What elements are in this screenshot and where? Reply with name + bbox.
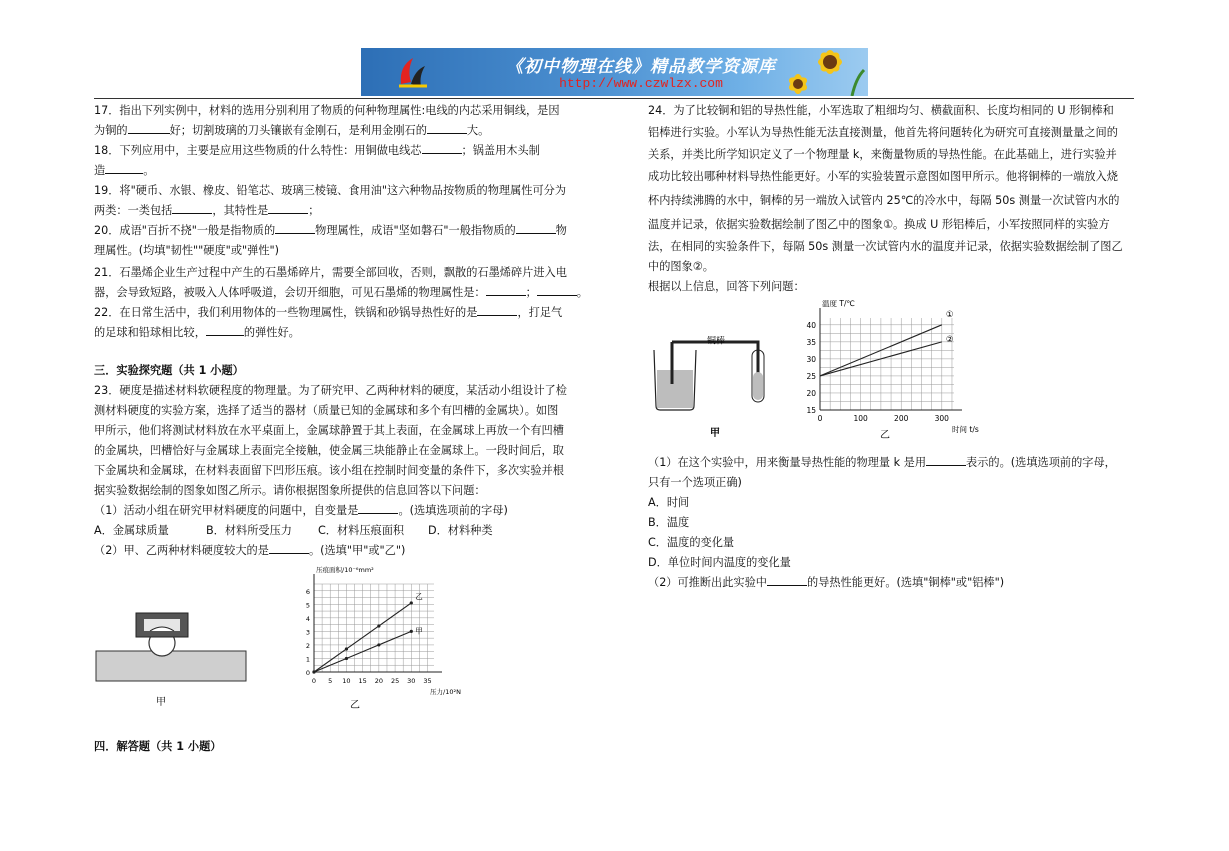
section-4-heading: 四．解答题（共 1 小题） bbox=[94, 740, 222, 753]
question-24-line6: 温度并记录，依据实验数据绘制了图乙中的图象①。换成 U 形铝棒后，小军按照同样的实验方 bbox=[648, 218, 1110, 231]
answer-blank[interactable] bbox=[172, 203, 212, 214]
question-23-line6: 据实验数据绘制的图象如图乙所示。请你根据图象所提供的信息回答以下问题： bbox=[94, 484, 486, 497]
figure-label-jia: 甲 bbox=[156, 697, 166, 708]
question-24-line2: 铝棒进行实验。小军认为导热性能无法直接测量，他首先将问题转化为研究可直接测量量之间的 bbox=[648, 126, 1118, 139]
y-tick-label: 3 bbox=[305, 628, 310, 637]
question-21-line2: 器，会导致短路，被吸入人体呼吸道，会切开细胞，可见石墨烯的物理属性是： ； 。 bbox=[94, 286, 588, 299]
figure-label-yi: 乙 bbox=[350, 700, 360, 711]
question-24-line4: 成功比较出哪种材料导热性能更好。小军的实验装置示意图如图甲所示。他将铜棒的一端放入烧 bbox=[648, 170, 1118, 183]
answer-blank[interactable] bbox=[358, 503, 398, 514]
y-tick-label: 5 bbox=[305, 601, 310, 610]
y-tick-label: 30 bbox=[806, 354, 816, 364]
x-tick-label: 100 bbox=[853, 414, 868, 423]
question-24-line5: 杯内持续沸腾的水中，铜棒的另一端放入试管内 25℃的冷水中，每隔 50s 测量一次试管内水的 bbox=[648, 194, 1120, 207]
data-point bbox=[345, 647, 348, 650]
y-tick-label: 6 bbox=[305, 587, 310, 596]
option-a[interactable]: A．时间 bbox=[648, 496, 690, 509]
question-20-line2: 理属性。(均填"韧性""硬度"或"弹性") bbox=[94, 244, 280, 257]
option-b[interactable]: B．材料所受压力 bbox=[206, 524, 292, 537]
x-tick-label: 25 bbox=[390, 677, 400, 685]
banner-url: http://www.czwlzx.com bbox=[559, 76, 723, 91]
logo-icon bbox=[393, 52, 433, 92]
y-tick-label: 2 bbox=[305, 641, 310, 650]
x-tick-label: 35 bbox=[423, 677, 432, 685]
question-23-line4: 的金属块，凹槽恰好与金属球上表面完全接触，使金属三块能静止在金属球上。一段时间后，取 bbox=[94, 444, 564, 457]
header-rule bbox=[94, 98, 1134, 99]
hardness-chart bbox=[290, 562, 490, 714]
x-tick-label: 200 bbox=[894, 414, 909, 423]
beaker-apparatus-figure bbox=[648, 336, 778, 442]
option-d[interactable]: D．单位时间内温度的变化量 bbox=[648, 556, 791, 569]
question-23-line5: 下金属块和金属球，在材料表面留下凹形压痕。该小组在控制时间变量的条件下，多次实验并根 bbox=[94, 464, 564, 477]
x-tick-label: 300 bbox=[934, 414, 949, 423]
question-24-part1-line2: 只有一个选项正确) bbox=[648, 476, 742, 489]
data-point bbox=[410, 601, 413, 604]
series-label: 甲 bbox=[415, 626, 423, 636]
y-tick-label: 15 bbox=[806, 406, 816, 415]
test-material bbox=[96, 651, 246, 681]
option-b[interactable]: B．温度 bbox=[648, 516, 690, 529]
y-tick-label: 0 bbox=[305, 669, 310, 677]
y-axis-label: 温度 T/℃ bbox=[822, 300, 855, 308]
option-a[interactable]: A．金属球质量 bbox=[94, 524, 169, 537]
option-c[interactable]: C．温度的变化量 bbox=[648, 536, 735, 549]
boiling-water bbox=[657, 370, 693, 408]
data-point bbox=[312, 670, 315, 673]
header-banner bbox=[361, 48, 868, 96]
y-tick-label: 1 bbox=[305, 655, 310, 664]
answer-blank[interactable] bbox=[128, 123, 170, 134]
question-24-line3: 关系，并类比所学知识定义了一个物理量 k，来衡量物质的导热性能。在此基础上，进行实验并 bbox=[648, 148, 1117, 161]
series-label: ② bbox=[945, 334, 954, 345]
answer-blank[interactable] bbox=[537, 285, 577, 296]
question-22-line2: 的足球和铅球相比较， 的弹性好。 bbox=[94, 326, 300, 339]
question-18-line2: 造 。 bbox=[94, 164, 155, 177]
question-24-line1: 24．为了比较铜和铝的导热性能，小军选取了粗细均匀、横截面积、长度均相同的 U 形铜棒和 bbox=[648, 104, 1114, 117]
y-tick-label: 20 bbox=[806, 388, 816, 398]
question-19-line2: 两类：一类包括 ，其特性是 ； bbox=[94, 204, 320, 217]
answer-blank[interactable] bbox=[275, 223, 315, 234]
question-24-line7: 法，在相同的实验条件下，每隔 50s 测量一次试管内水的温度并记录，依据实验数据绘制了图乙 bbox=[648, 240, 1123, 253]
x-tick-label: 0 bbox=[817, 414, 823, 423]
question-23-part1: （1）活动小组在研究甲材料硬度的问题中，自变量是 。(选填选项前的字母) bbox=[94, 504, 508, 517]
y-tick-label: 35 bbox=[806, 337, 816, 347]
question-22: 22．在日常生活中，我们利用物体的一些物理属性，铁锅和砂锅导热性好的是 ，打足气 bbox=[94, 306, 563, 319]
y-tick-label: 25 bbox=[806, 371, 816, 381]
option-d[interactable]: D．材料种类 bbox=[428, 524, 493, 537]
answer-blank[interactable] bbox=[105, 163, 143, 174]
x-tick-label: 30 bbox=[407, 677, 416, 685]
answer-blank[interactable] bbox=[516, 223, 556, 234]
series-label: ① bbox=[945, 309, 954, 320]
question-20: 20．成语"百折不挠"一般是指物质的 物理属性，成语"坚如磐石"一般指物质的 物 bbox=[94, 224, 567, 237]
x-axis-label: 时间 t/s bbox=[952, 425, 979, 434]
question-18: 18．下列应用中，主要是应用这些物质的什么特性：用铜做电线芯 ；锅盖用木头制 bbox=[94, 144, 540, 157]
data-point bbox=[377, 624, 380, 627]
rod-label: 铜棒 bbox=[706, 336, 726, 347]
question-24-line8: 中的图象②。 bbox=[648, 260, 714, 273]
answer-blank[interactable] bbox=[926, 455, 966, 466]
option-c[interactable]: C．材料压痕面积 bbox=[318, 524, 405, 537]
x-tick-label: 15 bbox=[358, 677, 367, 685]
sunflower-icon bbox=[772, 48, 868, 96]
question-24-part1: （1）在这个实验中，用来衡量导热性能的物理量 k 是用 表示的。(选填选项前的字母， bbox=[648, 456, 1116, 469]
answer-blank[interactable] bbox=[268, 203, 308, 214]
data-point bbox=[377, 643, 380, 646]
y-tick-label: 40 bbox=[806, 320, 816, 330]
question-23-line2: 测材料硬度的实验方案，选择了适当的器材（质量已知的金属球和多个有凹槽的金属块）。如图 bbox=[94, 404, 559, 417]
answer-blank[interactable] bbox=[486, 285, 526, 296]
figure-label-jia: 甲 bbox=[710, 428, 720, 439]
hardness-apparatus-figure bbox=[94, 605, 254, 713]
question-17-line2: 为铜的 好；切割玻璃的刀头镶嵌有金刚石，是利用金刚石的 大。 bbox=[94, 124, 490, 137]
x-tick-label: 10 bbox=[342, 677, 351, 685]
question-24-info: 根据以上信息，回答下列问题： bbox=[648, 280, 805, 293]
question-24-part2: （2）可推断出此实验中 的导热性能更好。(选填"铜棒"或"铝棒") bbox=[648, 576, 1005, 589]
answer-blank[interactable] bbox=[206, 325, 244, 336]
y-tick-label: 4 bbox=[305, 614, 310, 623]
question-21: 21．石墨烯企业生产过程中产生的石墨烯碎片，需要全部回收，否则，飘散的石墨烯碎片进入电 bbox=[94, 266, 567, 279]
question-23-part2: （2）甲、乙两种材料硬度较大的是 。(选填"甲"或"乙") bbox=[94, 544, 406, 557]
question-17: 17．指出下列实例中，材料的选用分别利用了物质的何种物理属性:电线的内芯采用铜线，是因 bbox=[94, 104, 560, 117]
data-point bbox=[410, 630, 413, 633]
answer-blank[interactable] bbox=[477, 305, 517, 316]
x-axis-label: 压力/10²N bbox=[430, 688, 461, 696]
answer-blank[interactable] bbox=[422, 143, 462, 154]
x-tick-label: 5 bbox=[328, 677, 333, 685]
data-point bbox=[345, 657, 348, 660]
section-3-heading: 三．实验探究题（共 1 小题） bbox=[94, 364, 244, 377]
x-tick-label: 0 bbox=[311, 677, 317, 685]
question-19: 19．将"硬币、水银、橡皮、铅笔芯、玻璃三棱镜、食用油"这六种物品按物质的物理属性可分为 bbox=[94, 184, 567, 197]
x-tick-label: 20 bbox=[374, 677, 384, 685]
answer-blank[interactable] bbox=[427, 123, 467, 134]
question-23-line3: 甲所示，他们将测试材料放在水平桌面上，金属球静置于其上表面，在金属球上再放一个有凹槽 bbox=[94, 424, 564, 437]
question-23-line1: 23．硬度是描述材料软硬程度的物理量。为了研究甲、乙两种材料的硬度，某活动小组设计了检 bbox=[94, 384, 567, 397]
answer-blank[interactable] bbox=[767, 575, 807, 586]
banner-title: 《初中物理在线》精品教学资源库 bbox=[506, 57, 776, 77]
temperature-chart bbox=[792, 300, 992, 442]
answer-blank[interactable] bbox=[269, 543, 309, 554]
series-label: 乙 bbox=[415, 591, 423, 601]
y-axis-label: 压痕面积/10⁻⁶mm² bbox=[316, 566, 374, 574]
figure-label-yi: 乙 bbox=[880, 430, 890, 441]
